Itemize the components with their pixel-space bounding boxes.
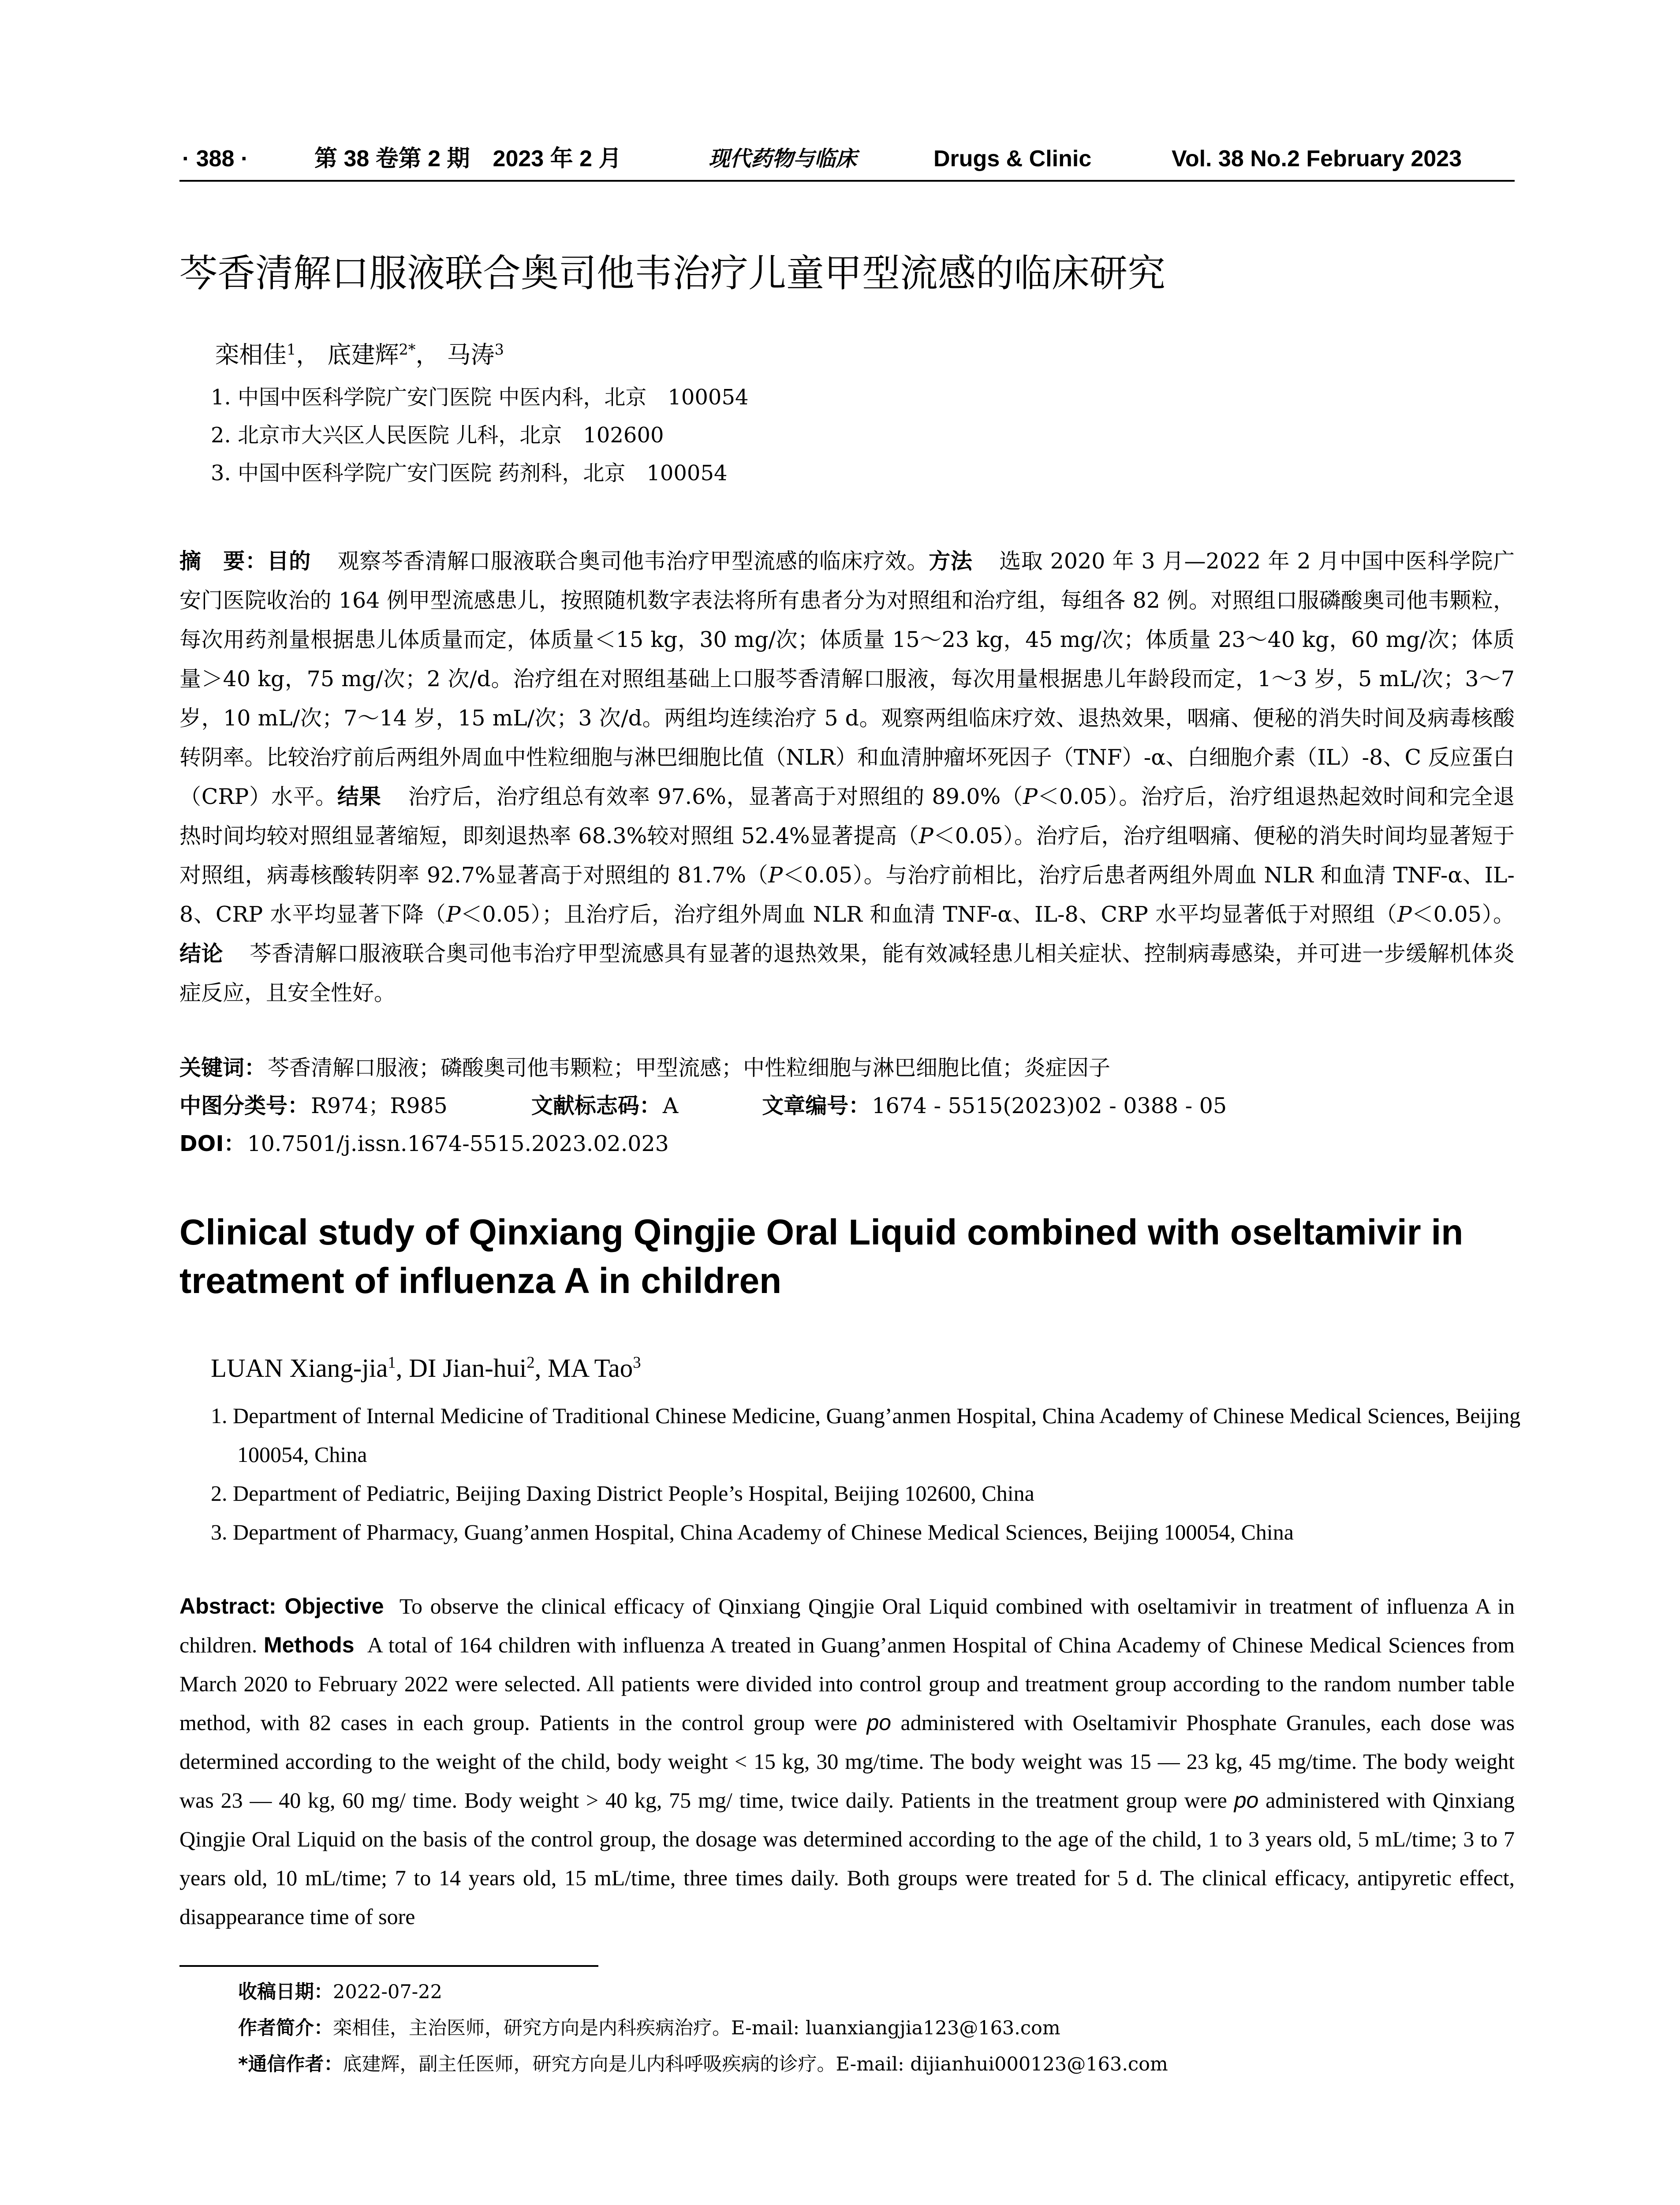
author-name: 栾相佳 [215, 341, 287, 369]
author-name: 底建辉 [327, 341, 399, 369]
author-name: MA Tao [548, 1353, 633, 1383]
author-sup: 1 [287, 341, 296, 358]
results-text: ＜0.05）。治疗后，治疗组退热起效时间和完全退热时间均较对照组显著缩短，即刻退热率 68.3%较对照组 52.4%显著提高（ [179, 784, 1515, 848]
article-number-value: 1674 - 5515(2023)02 - 0388 - 05 [872, 1093, 1227, 1118]
volume-cn: 第 38 卷第 2 期 2023 年 2 月 [314, 146, 622, 172]
author-sep: , [534, 1353, 548, 1383]
methods-label: Methods [263, 1633, 355, 1657]
p-value-symbol: P [918, 823, 933, 848]
author-name: 马涛 [447, 341, 495, 369]
affiliation-en-2: 2. Department of Pediatric, Beijing Daxing District People’s Hospital, Beijing 102600, China [211, 1481, 1034, 1506]
affiliation-en-1: 1. Department of Internal Medicine of Traditional Chinese Medicine, Guang’anmen Hospital, China Academy of Chinese Medical Sciences, Beijing 100054, China [211, 1403, 1521, 1467]
keywords-value: 芩香清解口服液；磷酸奥司他韦颗粒；甲型流感；中性粒细胞与淋巴细胞比值；炎症因子 [268, 1055, 1111, 1080]
objective-text: To observe the clinical efficacy of Qinxiang Qingjie Oral Liquid combined with oseltamivir in treatment of influenza A in children. [179, 1594, 1515, 1657]
footnote-label: 收稿日期： [238, 1981, 333, 2003]
doi-value: 10.7501/j.issn.1674-5515.2023.02.023 [247, 1131, 669, 1156]
footnote-label: *通信作者： [238, 2053, 343, 2075]
keywords-cn [179, 1050, 1515, 1086]
authors-en [211, 1350, 641, 1386]
title-cn: 芩香清解口服液联合奥司他韦治疗儿童甲型流感的临床研究 [179, 251, 1165, 295]
author-sup: 3 [494, 341, 504, 358]
p-value-symbol: P [768, 863, 783, 888]
affiliation-cn-3: 3. 中国中医科学院广安门医院 药剂科，北京 100054 [211, 461, 728, 486]
abstract-label: 摘 要： [179, 549, 267, 574]
page-number: · 388 · [182, 146, 249, 172]
author-name: LUAN Xiang-jia [211, 1353, 388, 1383]
p-value-symbol: P [1397, 902, 1412, 927]
methods-text: A total of 164 children with influenza A treated in Guang’anmen Hospital of China Academy of Chinese Medical Sciences from March 2020 to February 2022 were selected. All patients were divided into control group and treatment group according to the random number table method, with 82 cases in each group. Patients in the control group were [179, 1633, 1515, 1735]
results-text: ＜0.05）；且治疗后，治疗组外周血 NLR 和血清 TNF-α、IL-8、CRP 水平均显著低于对照组（ [460, 902, 1397, 927]
affiliation-en-3: 3. Department of Pharmacy, Guang’anmen Hospital, China Academy of Chinese Medical Sciences, Beijing 100054, China [211, 1520, 1294, 1544]
results-text: ＜0.05）。治疗后，治疗组咽痛、便秘的消失时间均显著短于对照组，病毒核酸转阴率 92.7%显著高于对照组的 81.7%（ [179, 823, 1515, 888]
author-sup: 2* [399, 341, 416, 358]
po-abbrev: po [866, 1710, 892, 1735]
methods-text: 选取 2020 年 3 月—2022 年 2 月中国中医科学院广安门医院收治的 164 例甲型流感患儿，按照随机数字表法将所有患者分为对照组和治疗组，每组各 82 例。对照组口服磷酸奥司他韦颗粒，每次用药剂量根据患儿体质量而定，体质量＜15 kg，30 mg/次；体质量 15～23 kg，45 mg/次；体质量 23～40 kg，60 mg/次；体质量＞40 kg，75 mg/次；2 次/d。治疗组在对照组基础上口服芩香清解口服液，每次用量根据患儿年龄段而定，1～3 岁，5 mL/次；3～7 岁，10 mL/次；7～14 岁，15 mL/次；3 次/d。两组均连续治疗 5 d。观察两组临床疗效、退热效果，咽痛、便秘的消失时间及病毒核酸转阴率。比较治疗前后两组外周血中性粒细胞与淋巴细胞比值（NLR）和血清肿瘤坏死因子（TNF）-α、白细胞介素（IL）-8、C 反应蛋白（CRP）水平。 [179, 549, 1515, 809]
author-sep: ， [296, 341, 320, 369]
objective-label: Objective [284, 1594, 384, 1618]
methods-text: administered with Oseltamivir Phosphate Granules, each dose was determined according to the weight of the child, body weight < 15 kg, 30 mg/time. The body weight was 15 — 23 kg, 45 mg/time. The body weight was 23 — 40 kg, 60 mg/ time. Body weight > 40 kg, 75 mg/ time, twice daily. Patients in the treatment group were [179, 1710, 1515, 1813]
title-en: Clinical study of Qinxiang Qingjie Oral Liquid combined with oseltamivir in treatment of influenza A in children [179, 1212, 1463, 1301]
footnote-value: 底建辉，副主任医师，研究方向是儿内科呼吸疾病的诊疗。E-mail: dijianhui000123@163.com [343, 2053, 1168, 2075]
affiliation-cn-2: 2. 北京市大兴区人民医院 儿科，北京 102600 [211, 423, 664, 448]
methods-label: 方法 [929, 549, 973, 574]
doc-code-value: A [662, 1093, 679, 1118]
footnote-rule [179, 1965, 598, 1967]
running-header [179, 138, 1515, 182]
results-text: ＜0.05）。 [1411, 902, 1515, 927]
doi-label: DOI： [179, 1131, 246, 1156]
methods-text: administered with Qinxiang Qingjie Oral Liquid on the basis of the control group, the dosage was determined according to the age of the child, 1 to 3 years old, 5 mL/time; 3 to 7 years old, 10 mL/time; 7 to 14 years old, 15 mL/time, three times daily. Both groups were treated for 5 d. The clinical efficacy, antipyretic effect, disappearance time of sore [179, 1788, 1515, 1929]
objective-text: 观察芩香清解口服液联合奥司他韦治疗甲型流感的临床疗效。 [337, 549, 929, 574]
footnote-value: 2022-07-22 [333, 1981, 442, 2003]
conclusion-label: 结论 [179, 941, 223, 966]
journal-name-cn: 现代药物与临床 [709, 146, 857, 171]
conclusion-text: 芩香清解口服液联合奥司他韦治疗甲型流感具有显著的退热效果，能有效减轻患儿相关症状、控制病毒感染，并可进一步缓解机体炎症反应，且安全性好。 [179, 941, 1515, 1005]
footnote-received [238, 1977, 1517, 2007]
article-number-label: 文章编号： [762, 1093, 870, 1118]
classification-line [179, 1088, 1515, 1124]
p-value-symbol: P [1023, 784, 1038, 809]
objective-label: 目的 [267, 549, 311, 574]
doc-code-label: 文献标志码： [531, 1093, 661, 1118]
affiliation-cn-1: 1. 中国中医科学院广安门医院 中医内科，北京 100054 [211, 385, 749, 410]
volume-en: Vol. 38 No.2 February 2023 [1172, 146, 1462, 172]
journal-name-en: Drugs & Clinic [933, 146, 1092, 172]
abstract-cn [179, 542, 1515, 1013]
footnote-author-bio [238, 2014, 1517, 2043]
author-sep: , [396, 1353, 409, 1383]
results-text: ＜0.05）。与治疗前相比，治疗后患者两组外周血 NLR 和血清 TNF-α、IL-8、CRP 水平均显著下降（ [179, 863, 1515, 927]
author-name: DI Jian-hui [409, 1353, 527, 1383]
footnote-corresponding [238, 2050, 1517, 2079]
footnote-label: 作者简介： [238, 2017, 333, 2039]
po-abbrev: po [1234, 1788, 1259, 1813]
abstract-label: Abstract: [179, 1594, 285, 1618]
author-sep: ， [415, 341, 440, 369]
author-sup: 1 [388, 1353, 396, 1372]
clc-value: R974；R985 [311, 1093, 448, 1118]
abstract-en [179, 1587, 1515, 1936]
results-label: 结果 [337, 784, 381, 809]
clc-label: 中图分类号： [179, 1093, 310, 1118]
results-text: 治疗后，治疗组总有效率 97.6%，显著高于对照组的 89.0%（ [407, 784, 1023, 809]
footnote-value: 栾相佳，主治医师，研究方向是内科疾病治疗。E-mail: luanxiangjia123@163.com [333, 2017, 1060, 2039]
p-value-symbol: P [446, 902, 461, 927]
author-sup: 3 [633, 1353, 641, 1372]
doi-line [179, 1126, 1515, 1162]
author-sup: 2 [526, 1353, 535, 1372]
authors-cn [215, 337, 504, 373]
keywords-label: 关键词： [179, 1055, 266, 1080]
